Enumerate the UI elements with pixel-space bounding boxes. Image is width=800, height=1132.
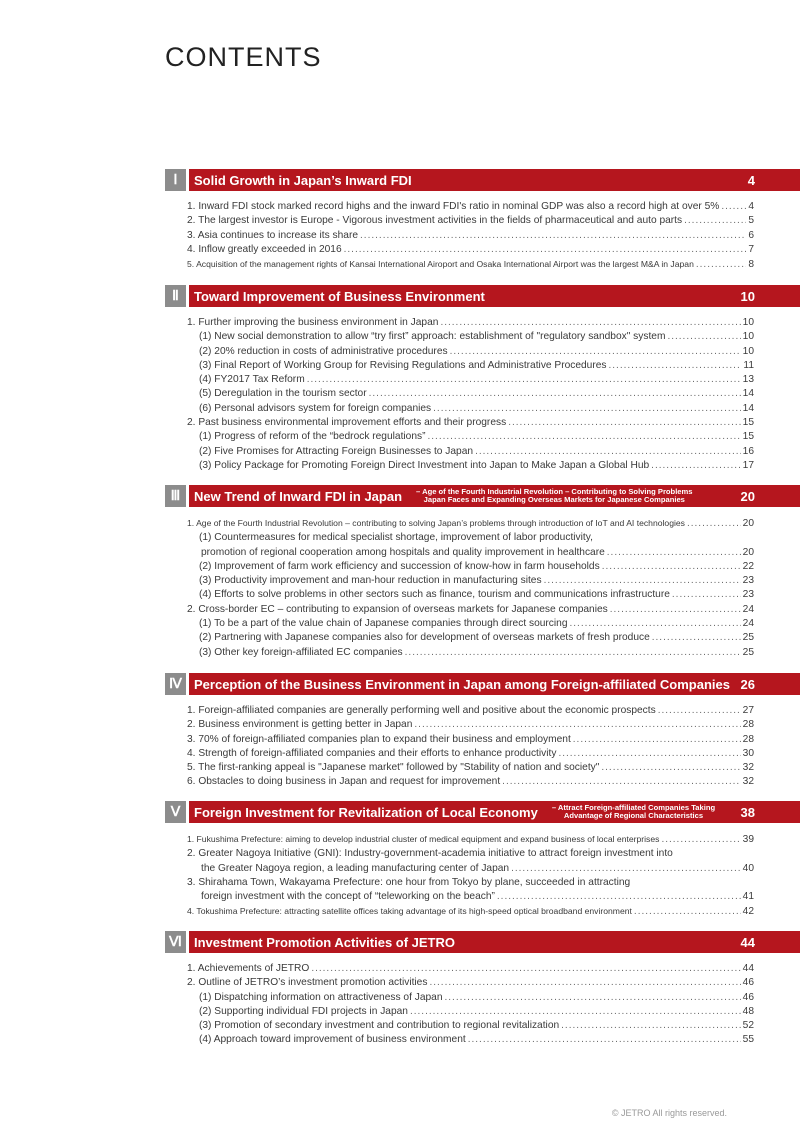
toc-entry[interactable] (187, 345, 754, 359)
dot-leader (511, 862, 741, 876)
entry-text: 4. Inflow greatly exceeded in 2016 (187, 243, 342, 255)
toc-entry[interactable] (187, 718, 754, 732)
dot-leader (696, 258, 746, 272)
entry-text: (5) Deregulation in the tourism sector (199, 388, 367, 400)
section-page-number: 26 (740, 676, 755, 692)
section-subtitle-line: – Attract Foreign-affiliated Companies Taking (551, 802, 716, 812)
copyright-footer: © JETRO All rights reserved. (611, 1108, 727, 1118)
toc-entry[interactable] (187, 904, 754, 919)
toc-entry[interactable] (187, 546, 754, 560)
section-header[interactable] (165, 485, 800, 507)
dot-leader (429, 976, 740, 990)
section-page-number: 38 (740, 804, 755, 820)
dot-leader (561, 1019, 741, 1033)
entry-text: 2. Outline of JETRO’s investment promotion activities (187, 977, 428, 989)
section-title-bar (189, 285, 800, 307)
toc-section (165, 931, 800, 1048)
toc-entry[interactable] (187, 402, 754, 416)
entry-page-number: 5 (748, 215, 754, 227)
dot-leader (450, 345, 741, 359)
toc-entry[interactable] (187, 991, 754, 1005)
toc-section (165, 673, 800, 790)
section-subtitle (552, 804, 715, 821)
dot-leader (344, 243, 747, 257)
entry-text: 6. Obstacles to doing business in Japan and request for improvement (187, 776, 501, 788)
dot-leader (634, 905, 741, 919)
toc-entry[interactable] (187, 761, 754, 775)
toc-entry[interactable] (187, 574, 754, 588)
entry-text: (2) Improvement of farm work efficiency and succession of know-how in farm households (199, 560, 600, 572)
dot-leader (651, 459, 740, 473)
entry-text: (3) Promotion of secondary investment and contribution to regional revitalization (199, 1020, 560, 1032)
entry-page-number: 4 (748, 201, 754, 212)
toc-entry[interactable] (187, 516, 754, 531)
section-title-bar (189, 801, 800, 823)
section-header[interactable] (165, 801, 800, 823)
entry-text: (6) Personal advisors system for foreign companies (199, 402, 432, 414)
dot-leader (410, 1005, 741, 1019)
entry-page-number: 44 (742, 963, 754, 974)
entry-text: 5. Acquisition of the management rights of Kansai International Airoport and Osaka International Airport was the largest M&A in Japan (187, 259, 694, 270)
toc-section (165, 169, 800, 272)
toc-section (165, 485, 800, 660)
dot-leader (672, 588, 741, 602)
entry-page-number: 52 (742, 1020, 754, 1032)
dot-leader (440, 316, 740, 330)
dot-leader (570, 617, 741, 631)
dot-leader (652, 631, 741, 645)
toc-entry[interactable] (187, 976, 754, 990)
entry-text: 5. The first-ranking appeal is "Japanese market" followed by "Stability of nation and society" (187, 762, 600, 774)
entry-page-number: 25 (742, 646, 754, 658)
entry-page-number: 39 (742, 834, 754, 845)
entry-text: 2. Cross-border EC – contributing to expansion of overseas markets for Japanese companies (187, 603, 608, 615)
section-number: Ⅴ (165, 801, 186, 823)
section-number: Ⅰ (165, 169, 186, 191)
entry-text: the Greater Nagoya region, a leading manufacturing center of Japan (201, 862, 510, 874)
entry-text: 1. Fukushima Prefecture: aiming to develop industrial cluster of medical equipment and expand business of local enterprises (187, 834, 660, 844)
toc-entry[interactable] (187, 229, 754, 243)
section-title-bar (189, 931, 800, 953)
entry-page-number: 14 (742, 402, 754, 414)
toc-entry[interactable] (187, 617, 754, 631)
dot-leader (601, 761, 740, 775)
entry-text: 1. Further improving the business environment in Japan (187, 317, 439, 328)
entry-text: 2. Greater Nagoya Initiative (GNI): Industry-government-academia initiative to attract foreign investment into (187, 848, 673, 860)
entry-page-number: 22 (742, 560, 754, 572)
section-page-number: 20 (740, 488, 755, 504)
toc-entry[interactable] (187, 646, 754, 660)
entry-page-number: 28 (742, 719, 754, 731)
entry-text: 1. Achievements of JETRO (187, 963, 310, 974)
entry-page-number: 30 (742, 747, 754, 759)
entry-page-number: 20 (742, 518, 754, 529)
toc-entry[interactable] (187, 862, 754, 876)
entry-list (165, 832, 800, 920)
entry-text: (1) Countermeasures for medical specialist shortage, improvement of labor productivity, (199, 532, 593, 544)
entry-text: (3) Final Report of Working Group for Revising Regulations and Administrative Procedures (199, 359, 607, 371)
toc-entry[interactable] (187, 373, 754, 387)
entry-text: (3) Other key foreign-affiliated EC companies (199, 646, 403, 658)
entry-page-number: 55 (742, 1034, 754, 1046)
toc-entry[interactable] (187, 359, 754, 373)
entry-page-number: 15 (742, 417, 754, 429)
entry-page-number: 46 (742, 977, 754, 989)
entry-text: (1) New social demonstration to allow “try first” approach: establishment of "regulatory sandbox" system (199, 331, 666, 343)
entry-page-number: 10 (742, 317, 754, 328)
section-title-bar (189, 169, 800, 191)
entry-page-number: 23 (742, 589, 754, 601)
toc-entry[interactable] (187, 445, 754, 459)
dot-leader (610, 603, 741, 617)
dot-leader (445, 991, 741, 1005)
section-title-bar (189, 673, 800, 695)
dot-leader (658, 704, 741, 718)
dot-leader (360, 229, 746, 243)
entry-text: (1) Progress of reform of the “bedrock regulations” (199, 431, 426, 443)
toc-entry[interactable] (187, 214, 754, 228)
entry-page-number: 46 (742, 991, 754, 1003)
entry-text: 2. Business environment is getting better in Japan (187, 719, 413, 731)
entry-text: (3) Productivity improvement and man-hour reduction in manufacturing sites (199, 575, 542, 587)
entry-text: 3. Asia continues to increase its share (187, 229, 359, 241)
entry-text: 2. The largest investor is Europe - Vigorous investment activities in the fields of pharmaceutical and auto parts (187, 215, 683, 227)
entry-page-number: 24 (742, 603, 754, 615)
dot-leader (433, 402, 741, 416)
entry-text: 4. Tokushima Prefecture: attracting satellite offices taking advantage of its high-speed optical broadband environment (187, 906, 632, 917)
toc-entry[interactable] (187, 876, 754, 890)
section-title: New Trend of Inward FDI in Japan (194, 488, 403, 504)
toc-entry[interactable] (187, 1019, 754, 1033)
entry-page-number: 42 (742, 906, 754, 918)
entry-page-number: 7 (748, 243, 754, 255)
entry-text: (2) Supporting individual FDI projects in Japan (199, 1005, 408, 1017)
toc-entry[interactable] (187, 962, 754, 976)
entry-text: (1) Dispatching information on attractiveness of Japan (199, 991, 443, 1003)
dot-leader (497, 890, 741, 904)
toc-entry[interactable] (187, 459, 754, 473)
section-number: Ⅱ (165, 285, 186, 307)
dot-leader (405, 646, 741, 660)
dot-leader (369, 387, 741, 401)
entry-text: 1. Age of the Fourth Industrial Revolution – contributing to solving Japan’s problems through introduction of IoT and AI technologies (187, 518, 685, 528)
entry-page-number: 23 (742, 575, 754, 587)
section-subtitle-line: Japan Faces and Expanding Overseas Markets for Japanese Companies (423, 495, 685, 504)
entry-page-number: 8 (748, 259, 754, 271)
toc-entry[interactable] (187, 387, 754, 401)
entry-page-number: 32 (742, 776, 754, 788)
toc-entry[interactable] (187, 890, 754, 904)
entry-text: (1) To be a part of the value chain of Japanese companies through direct sourcing (199, 618, 568, 630)
entry-text: (4) FY2017 Tax Reform (199, 374, 305, 386)
dot-leader (475, 445, 741, 459)
dot-leader (721, 200, 746, 214)
entry-text: (2) 20% reduction in costs of administrative procedures (199, 345, 448, 357)
toc-entry[interactable] (187, 200, 754, 214)
section-title-bar (189, 485, 800, 507)
entry-text: (2) Five Promises for Attracting Foreign Businesses to Japan (199, 445, 474, 457)
toc-entry[interactable] (187, 257, 754, 272)
entry-list (165, 962, 800, 1048)
entry-text: 3. 70% of foreign-affiliated companies plan to expand their business and employment (187, 733, 571, 745)
section-header[interactable] (165, 285, 800, 307)
entry-text: 1. Foreign-affiliated companies are generally performing well and positive about the economic prospects (187, 705, 656, 716)
entry-text: 1. Inward FDI stock marked record highs and the inward FDI's ratio in nominal GDP was also a record high at over 5% (187, 201, 720, 212)
section-title: Foreign Investment for Revitalization of Local Economy (194, 804, 538, 820)
toc-entry[interactable] (187, 531, 754, 545)
section-header[interactable] (165, 169, 800, 191)
entry-list (165, 316, 800, 473)
section-subtitle (416, 488, 692, 505)
dot-leader (573, 733, 741, 747)
toc-entry[interactable] (187, 747, 754, 761)
toc-entry[interactable] (187, 847, 754, 861)
toc-entry[interactable] (187, 1005, 754, 1019)
dot-leader (558, 747, 740, 761)
toc-entry[interactable] (187, 588, 754, 602)
toc-entry[interactable] (187, 316, 754, 330)
dot-leader (687, 517, 741, 531)
entry-page-number: 41 (742, 891, 754, 903)
section-title: Toward Improvement of Business Environment (194, 288, 485, 304)
toc-entry[interactable] (187, 1033, 754, 1047)
toc-entry[interactable] (187, 330, 754, 344)
entry-page-number: 10 (742, 331, 754, 343)
entry-page-number: 16 (742, 445, 754, 457)
entry-page-number: 25 (742, 632, 754, 644)
toc-entry[interactable] (187, 243, 754, 257)
toc-entry[interactable] (187, 631, 754, 645)
section-header[interactable] (165, 673, 800, 695)
dot-leader (684, 214, 746, 228)
section-subtitle-line: – Age of the Fourth Industrial Revolution – Contributing to Solving Problems (416, 486, 693, 496)
toc-section (165, 801, 800, 920)
toc-entry[interactable] (187, 430, 754, 444)
entry-text: foreign investment with the concept of “teleworking on the beach” (201, 891, 495, 903)
toc-section (165, 285, 800, 473)
entry-list (165, 516, 800, 660)
entry-text: (2) Partnering with Japanese companies also for development of overseas markets of fresh produce (199, 632, 650, 644)
section-page-number: 44 (740, 934, 755, 950)
entry-page-number: 15 (742, 431, 754, 443)
dot-leader (667, 330, 740, 344)
dot-leader (661, 833, 740, 847)
toc-entry[interactable] (187, 603, 754, 617)
entry-page-number: 48 (742, 1005, 754, 1017)
entry-page-number: 6 (748, 229, 754, 241)
section-header[interactable] (165, 931, 800, 953)
page-title: CONTENTS (165, 42, 322, 72)
dot-leader (609, 359, 742, 373)
dot-leader (607, 546, 741, 560)
dot-leader (508, 416, 740, 430)
toc-entry[interactable] (187, 560, 754, 574)
entry-text: 4. Strength of foreign-affiliated companies and their efforts to enhance productivity (187, 747, 557, 759)
section-title: Perception of the Business Environment in Japan among Foreign-affiliated Companies (194, 676, 730, 692)
dot-leader (502, 775, 740, 789)
entry-page-number: 17 (742, 459, 754, 471)
entry-text: promotion of regional cooperation among hospitals and quality improvement in healthcare (201, 546, 605, 558)
dot-leader (307, 373, 741, 387)
section-page-number: 10 (740, 288, 755, 304)
toc-entry[interactable] (187, 832, 754, 847)
entry-text: (3) Policy Package for Promoting Foreign Direct Investment into Japan to Make Japan a Global Hub (199, 459, 650, 471)
entry-text: 3. Shirahama Town, Wakayama Prefecture: one hour from Tokyo by plane, succeeded in attracting (187, 876, 631, 888)
entry-page-number: 32 (742, 762, 754, 774)
entry-page-number: 11 (743, 359, 754, 371)
entry-list (165, 200, 800, 272)
section-number: Ⅲ (165, 485, 186, 507)
entry-text: (4) Approach toward improvement of business environment (199, 1034, 466, 1046)
section-subtitle-line: Advantage of Regional Characteristics (563, 811, 704, 820)
entry-page-number: 13 (742, 374, 754, 386)
entry-page-number: 14 (742, 388, 754, 400)
toc-entry[interactable] (187, 416, 754, 430)
toc-entry[interactable] (187, 704, 754, 718)
dot-leader (468, 1033, 741, 1047)
dot-leader (602, 560, 741, 574)
section-title: Investment Promotion Activities of JETRO (194, 934, 456, 950)
toc-entry[interactable] (187, 733, 754, 747)
dot-leader (414, 718, 740, 732)
entry-page-number: 40 (742, 862, 754, 874)
toc-entry[interactable] (187, 775, 754, 789)
section-number: Ⅵ (165, 931, 186, 953)
entry-list (165, 704, 800, 790)
entry-page-number: 10 (742, 345, 754, 357)
dot-leader (427, 430, 740, 444)
entry-page-number: 28 (742, 733, 754, 745)
section-number: Ⅳ (165, 673, 186, 695)
section-title: Solid Growth in Japan’s Inward FDI (194, 172, 412, 188)
entry-page-number: 24 (742, 618, 754, 630)
entry-page-number: 20 (742, 546, 754, 558)
entry-text: (4) Efforts to solve problems in other sectors such as finance, tourism and communications infrastructure (199, 589, 670, 601)
dot-leader (311, 962, 740, 976)
dot-leader (544, 574, 741, 588)
entry-page-number: 27 (742, 705, 754, 716)
entry-text: 2. Past business environmental improvement efforts and their progress (187, 417, 507, 429)
section-page-number: 4 (747, 172, 755, 188)
